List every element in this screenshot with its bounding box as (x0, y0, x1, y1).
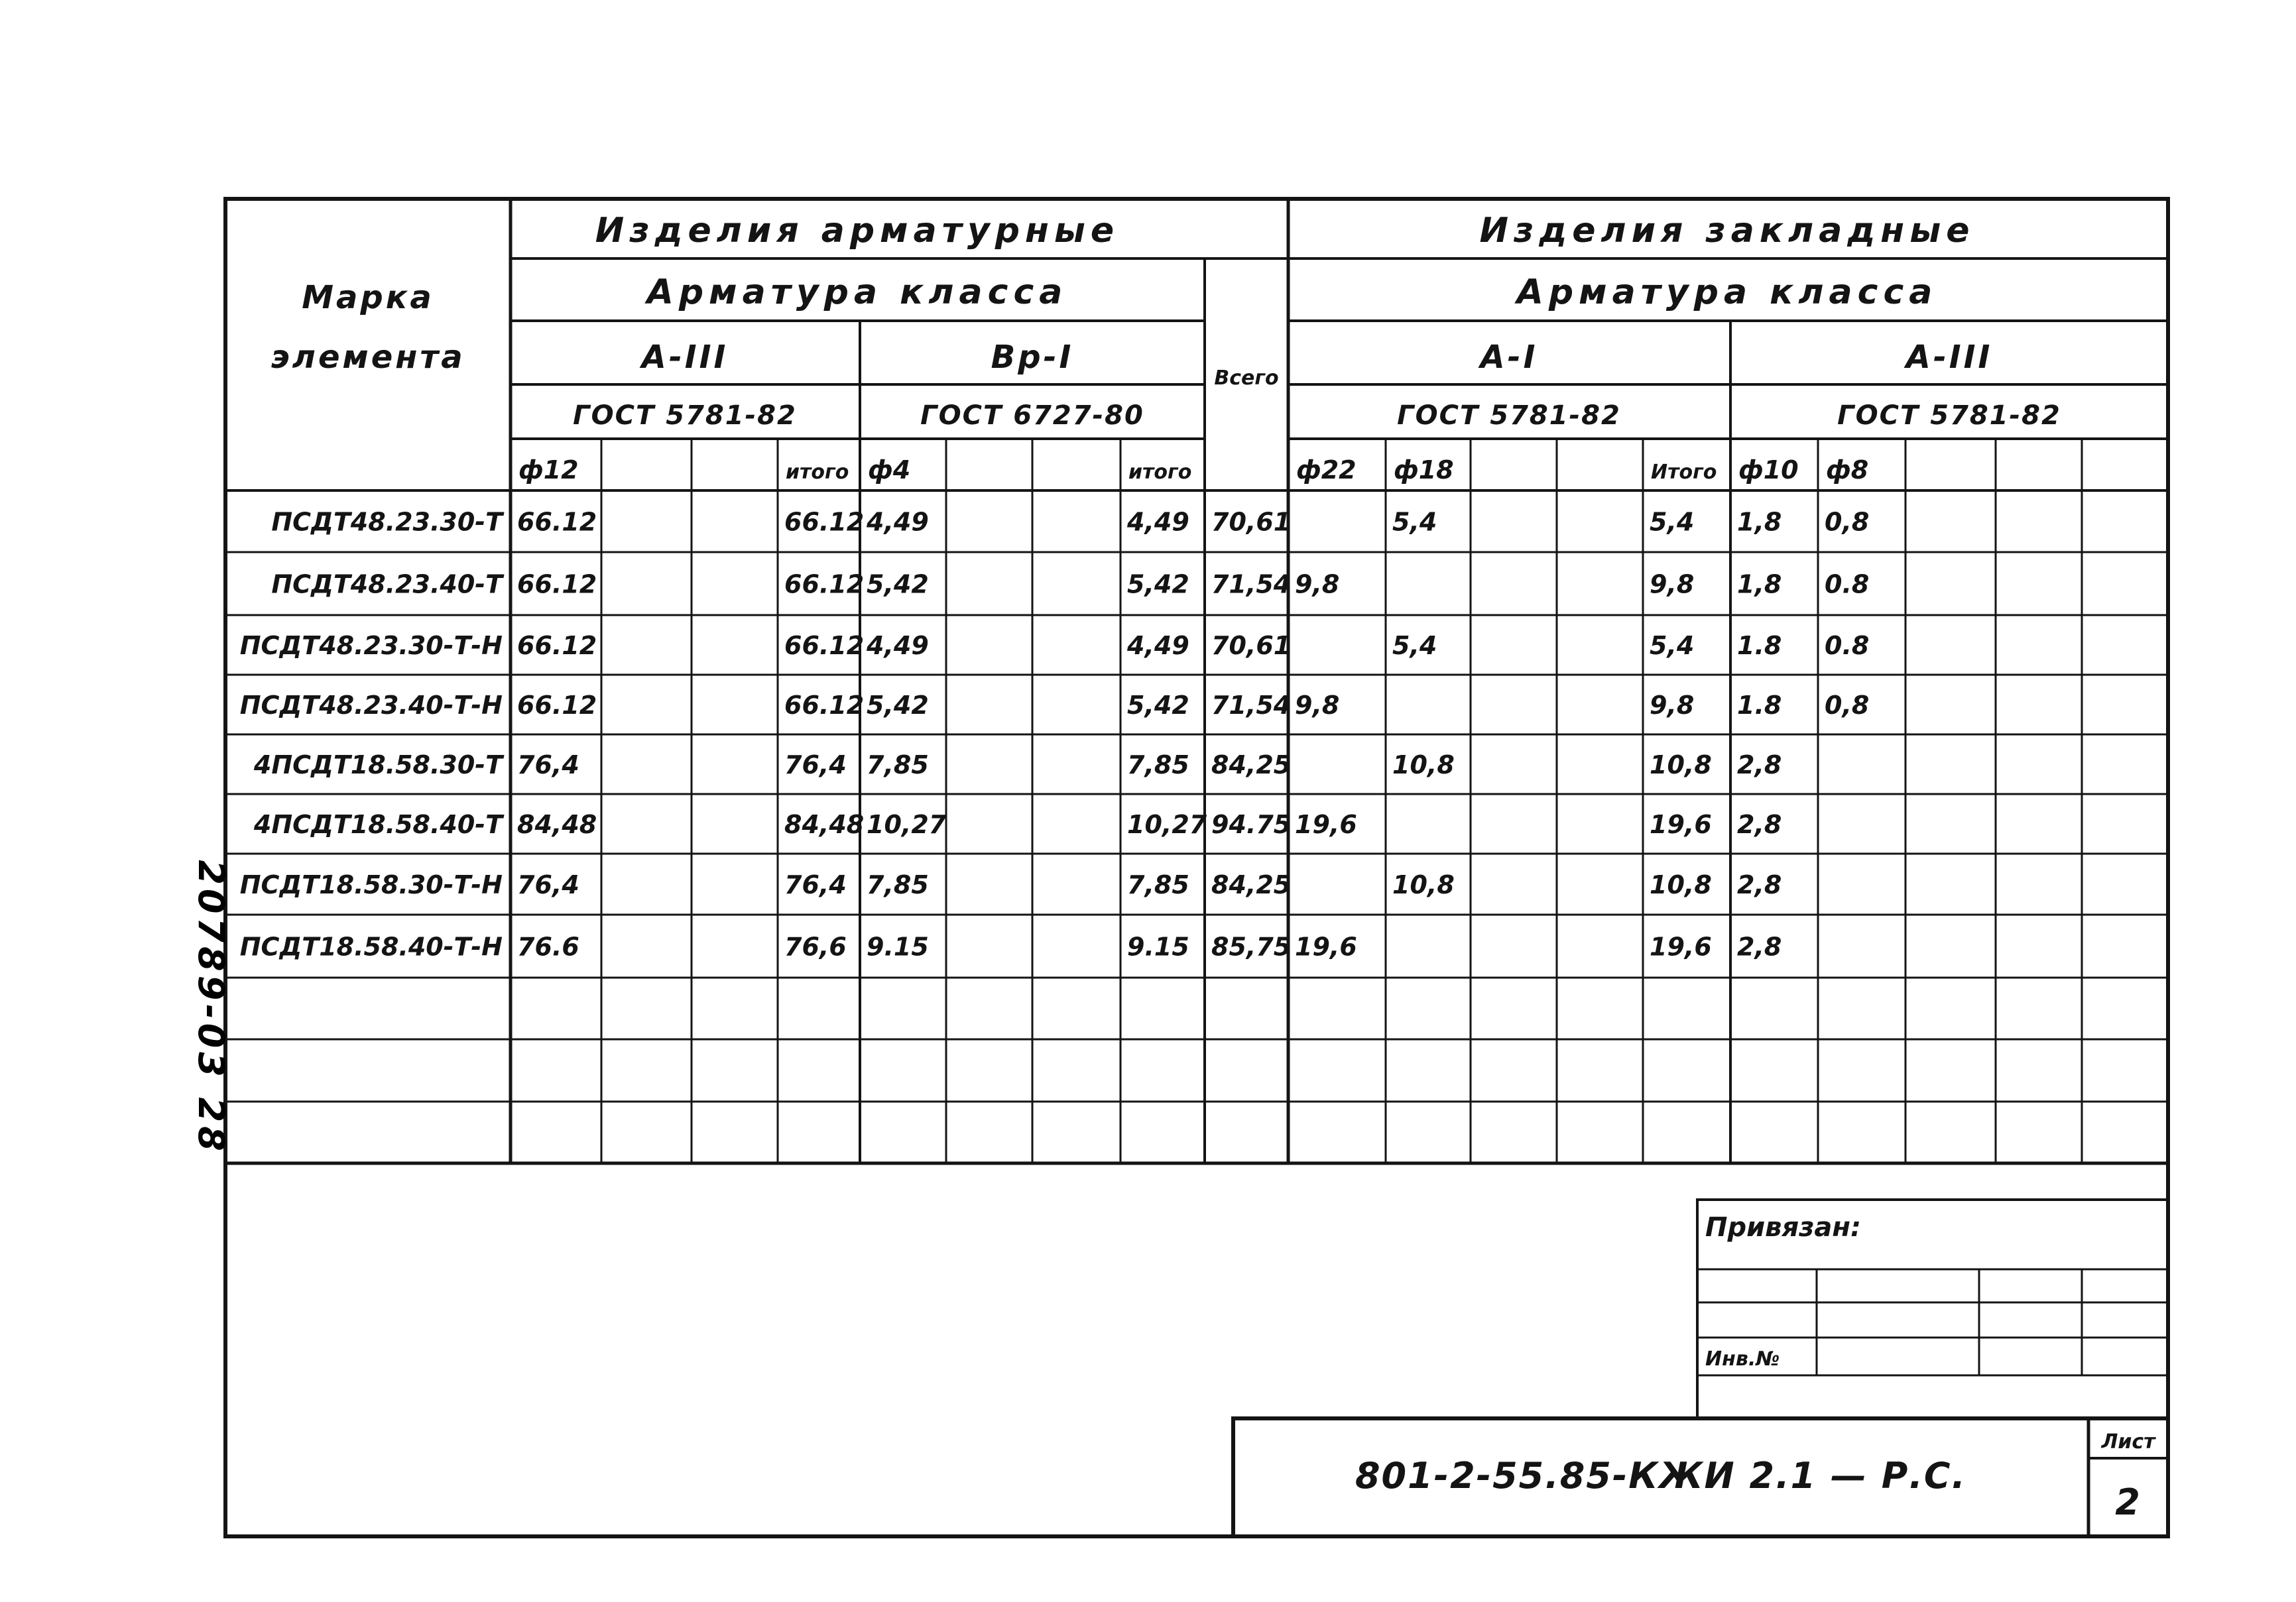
row-1-cell-13: 9,8 (1650, 569, 1695, 599)
row-6-cell-8: 84,25 (1211, 870, 1292, 899)
row-6-cell-14: 2,8 (1737, 870, 1782, 899)
row-2-cell-10: 5,4 (1392, 631, 1437, 660)
row-7-cell-3: 76,6 (784, 932, 847, 962)
row-6-mark: ПСДТ18.58.30-Т-Н (239, 870, 503, 899)
column-header-10: ф18 (1394, 455, 1454, 485)
row-6-cell-4: 7,85 (867, 870, 929, 899)
row-1-cell-9: 9,8 (1295, 569, 1340, 599)
row-3-cell-13: 9,8 (1650, 691, 1695, 720)
mark-label-line2: элемента (271, 339, 465, 376)
column-header-7: итого (1128, 461, 1192, 484)
column-header-14: ф10 (1738, 455, 1799, 485)
row-0-cell-8: 70,61 (1211, 507, 1292, 537)
row-5-cell-3: 84,48 (784, 810, 865, 839)
class-label-right: Арматура класса (1516, 272, 1938, 312)
row-1-cell-3: 66.12 (784, 569, 865, 599)
mark-label-line1: Марка (302, 279, 434, 316)
row-1-cell-7: 5,42 (1127, 569, 1189, 599)
row-1-cell-14: 1,8 (1737, 569, 1782, 599)
row-1-cell-8: 71,54 (1211, 569, 1292, 599)
row-2-cell-15: 0.8 (1825, 631, 1870, 660)
column-header-9: ф22 (1296, 455, 1357, 485)
row-3-cell-7: 5,42 (1127, 691, 1189, 720)
class-a1: A-I (1480, 339, 1538, 376)
gost-a3-right: ГОСТ 5781-82 (1837, 400, 2061, 431)
row-2-cell-0: 66.12 (517, 631, 597, 660)
gost-a1: ГОСТ 5781-82 (1397, 400, 1621, 431)
row-2-cell-8: 70,61 (1211, 631, 1292, 660)
row-4-cell-13: 10,8 (1650, 750, 1712, 779)
row-4-cell-10: 10,8 (1392, 750, 1455, 779)
side-inventory-number (190, 860, 232, 1155)
sheet-label: Лист (2101, 1430, 2155, 1454)
row-4-cell-7: 7,85 (1127, 750, 1189, 779)
row-5-cell-8: 94.75 (1211, 810, 1292, 839)
row-4-cell-8: 84,25 (1211, 750, 1292, 779)
row-6-cell-0: 76,4 (517, 870, 579, 899)
row-1-cell-4: 5,42 (867, 569, 929, 599)
class-a3-right: A-III (1905, 339, 1993, 376)
row-7-cell-0: 76.6 (517, 932, 579, 962)
row-2-mark: ПСДТ48.23.30-Т-Н (239, 631, 503, 660)
total-label: Всего (1214, 367, 1279, 390)
row-5-cell-7: 10,27 (1127, 810, 1207, 839)
row-0-cell-4: 4,49 (867, 507, 929, 537)
row-0-cell-7: 4,49 (1127, 507, 1189, 537)
column-header-15: ф8 (1826, 455, 1869, 485)
row-6-cell-10: 10,8 (1392, 870, 1455, 899)
stamp-attached-label: Привязан: (1705, 1212, 1861, 1243)
column-header-0: ф12 (518, 455, 579, 485)
group-reinforcing-label: Изделия арматурные (595, 211, 1120, 251)
row-0-cell-14: 1,8 (1737, 507, 1782, 537)
class-vr1: Bp-I (991, 339, 1074, 376)
document-code: 801-2-55.85-КЖИ 2.1 — Р.С. (1355, 1455, 1967, 1497)
row-3-cell-0: 66.12 (517, 691, 597, 720)
row-3-mark: ПСДТ48.23.40-Т-Н (239, 691, 503, 720)
row-1-mark: ПСДТ48.23.40-Т (271, 569, 503, 599)
row-6-cell-3: 76,4 (784, 870, 847, 899)
row-1-cell-0: 66.12 (517, 569, 597, 599)
row-5-cell-13: 19,6 (1650, 810, 1712, 839)
row-3-cell-15: 0,8 (1825, 691, 1870, 720)
row-3-cell-4: 5,42 (867, 691, 929, 720)
row-0-cell-15: 0,8 (1825, 507, 1870, 537)
row-5-mark: 4ПСДТ18.58.40-Т (253, 810, 503, 839)
row-3-cell-3: 66.12 (784, 691, 865, 720)
row-7-cell-14: 2,8 (1737, 932, 1782, 962)
side-inventory-text: 20789-03 28 (190, 860, 232, 1155)
row-5-cell-9: 19,6 (1295, 810, 1357, 839)
row-4-cell-14: 2,8 (1737, 750, 1782, 779)
gost-vr1: ГОСТ 6727-80 (920, 400, 1144, 431)
sheet-number: 2 (2115, 1481, 2142, 1523)
row-6-cell-7: 7,85 (1127, 870, 1189, 899)
row-7-cell-4: 9.15 (867, 932, 929, 962)
row-1-cell-15: 0.8 (1825, 569, 1870, 599)
row-7-cell-9: 19,6 (1295, 932, 1357, 962)
row-0-mark: ПСДТ48.23.30-Т (271, 507, 503, 537)
column-header-3: итого (786, 461, 849, 484)
row-6-cell-13: 10,8 (1650, 870, 1712, 899)
class-a3-left: A-III (641, 339, 729, 376)
column-header-13: Итого (1651, 461, 1717, 484)
class-label-left: Арматура класса (646, 272, 1068, 312)
row-4-cell-4: 7,85 (867, 750, 929, 779)
row-3-cell-14: 1.8 (1737, 691, 1782, 720)
row-5-cell-14: 2,8 (1737, 810, 1782, 839)
row-3-cell-8: 71,54 (1211, 691, 1292, 720)
row-0-cell-0: 66.12 (517, 507, 597, 537)
row-7-cell-8: 85,75 (1211, 932, 1292, 962)
row-2-cell-4: 4,49 (867, 631, 929, 660)
row-3-cell-9: 9,8 (1295, 691, 1340, 720)
row-2-cell-13: 5,4 (1650, 631, 1695, 660)
stamp-inv-label: Инв.№ (1705, 1347, 1780, 1371)
row-7-cell-13: 19,6 (1650, 932, 1712, 962)
row-0-cell-3: 66.12 (784, 507, 865, 537)
row-4-cell-3: 76,4 (784, 750, 847, 779)
row-5-cell-4: 10,27 (867, 810, 947, 839)
row-2-cell-14: 1.8 (1737, 631, 1782, 660)
row-0-cell-10: 5,4 (1392, 507, 1437, 537)
row-7-cell-7: 9.15 (1127, 932, 1189, 962)
row-0-cell-13: 5,4 (1650, 507, 1695, 537)
row-7-mark: ПСДТ18.58.40-Т-Н (239, 932, 503, 962)
group-embedded-label: Изделия закладные (1479, 211, 1975, 251)
row-4-mark: 4ПСДТ18.58.30-Т (253, 750, 503, 779)
row-5-cell-0: 84,48 (517, 810, 597, 839)
column-header-4: ф4 (868, 455, 911, 485)
row-4-cell-0: 76,4 (517, 750, 579, 779)
row-2-cell-3: 66.12 (784, 631, 865, 660)
gost-a3-left: ГОСТ 5781-82 (573, 400, 797, 431)
row-2-cell-7: 4,49 (1127, 631, 1189, 660)
